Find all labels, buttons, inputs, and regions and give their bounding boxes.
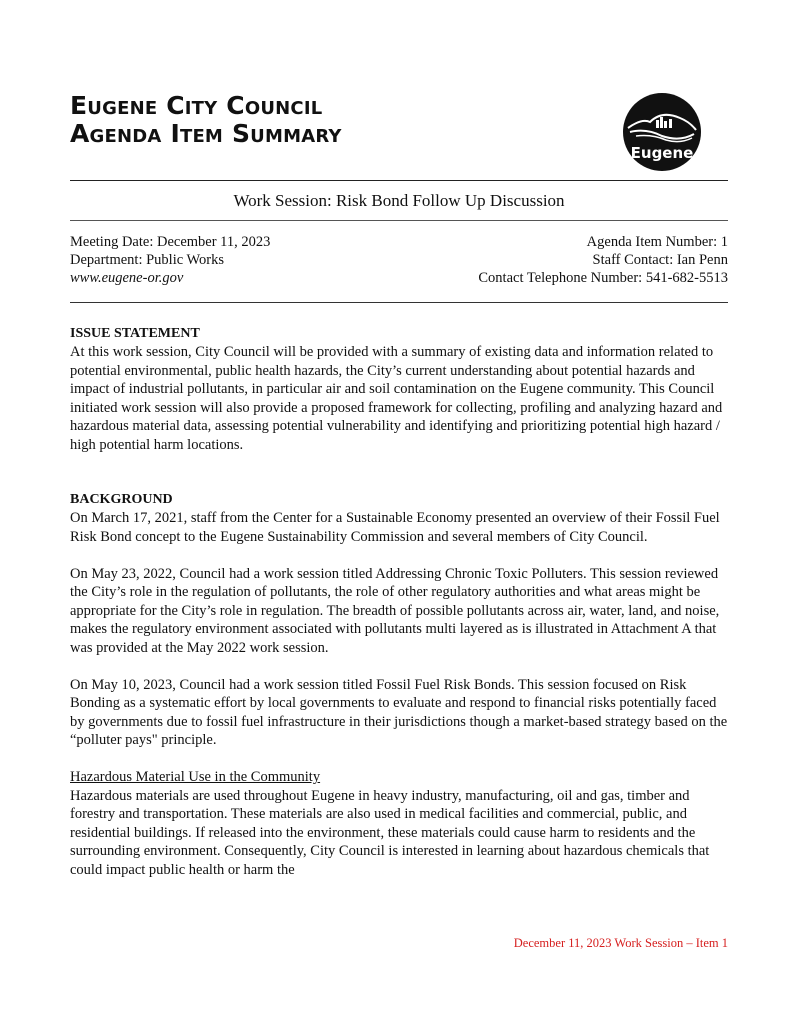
divider-middle	[70, 220, 728, 221]
session-title: Work Session: Risk Bond Follow Up Discussion	[233, 191, 565, 210]
logo-text: Eugene	[630, 144, 694, 162]
issue-statement-heading: ISSUE STATEMENT	[70, 326, 200, 341]
background-paragraph: On May 10, 2023, Council had a work session titled Fossil Fuel Risk Bonds. This session focused on Risk Bonding as a systematic effort by local governments to evaluate and respond to financial risks potentially faced by governments due to fossil fuel infrastructure in their jurisdictions though a market-based strategy based on the “polluter pays" principle.	[70, 676, 728, 748]
background-paragraph: On May 23, 2022, Council had a work session titled Addressing Chronic Toxic Polluters. This session reviewed the City’s role in the regulation of pollutants, the role of other regulatory authorities and what areas might be appropriate for the City’s role in regulation. The breadth of possible pollutants across air, water, land, and noise, makes the regulatory environment associated with pollutants multi layered as is illustrated in Attachment A that was provided at the May 2022 work session.	[70, 565, 720, 656]
background-heading: BACKGROUND	[70, 492, 173, 507]
divider-top	[70, 180, 728, 181]
issue-statement-text: At this work session, City Council will be provided with a summary of existing data and information related to potential environmental, public health hazards, the City’s current understanding about potential hazards and impact of industrial pollutants, in particular air and soil contamination on the Eugene community. This Council initiated work session will also provide a proposed framework for collecting, profiling and analyzing hazard and hazardous material data, assessing potential vulnerability and identifying and prioritizing potential high hazard / high potential harm locations.	[70, 344, 723, 453]
staff-contact: Staff Contact: Ian Penn	[592, 252, 728, 268]
document-body	[70, 325, 732, 879]
contact-phone: Contact Telephone Number: 541-682-5513	[478, 270, 728, 286]
title-line-council: Eugene City Council	[70, 91, 323, 120]
agenda-item-number: Agenda Item Number: 1	[586, 234, 728, 250]
title-line-summary: Agenda Item Summary	[70, 119, 342, 148]
eugene-logo-icon	[622, 92, 702, 172]
background-paragraph: On March 17, 2021, staff from the Center for a Sustainable Economy presented an overview of their Fossil Fuel Risk Bond concept to the Eugene Sustainability Commission and several members of City Council.	[70, 510, 720, 545]
hazardous-material-subheading: Hazardous Material Use in the Community	[70, 769, 321, 785]
meeting-date: Meeting Date: December 11, 2023	[70, 234, 271, 250]
page-footer: December 11, 2023 Work Session – Item 1	[513, 936, 728, 950]
divider-bottom	[70, 302, 728, 303]
meeting-info	[70, 233, 728, 287]
hazardous-material-text: Hazardous materials are used throughout Eugene in heavy industry, manufacturing, oil and gas, timber and forestry and transportation. These materials are also used in medical facilities and commercial, public, and residential buildings. If released into the environment, these materials could cause harm to residents and the surrounding environment. Consequently, City Council is interested in learning about hazardous chemicals that could impact public health or harm the	[70, 787, 710, 878]
department: Department: Public Works	[70, 252, 225, 268]
website-link[interactable]: www.eugene-or.gov	[70, 270, 184, 286]
document-title	[70, 92, 342, 148]
